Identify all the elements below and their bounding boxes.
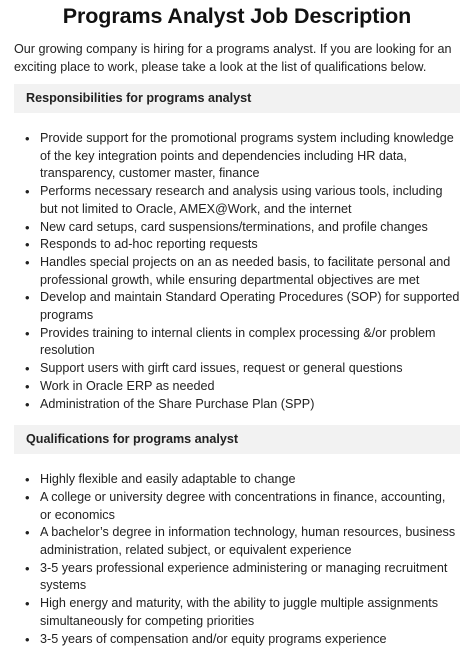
list-item: • Provide support for the promotional programs system including knowledge of the key integration points and dependencies including HR data, transparency, customer master, finance — [14, 130, 460, 183]
list-item: • Develop and maintain Standard Operating Procedures (SOP) for supported programs — [14, 289, 460, 324]
list-item: • Administration of the Share Purchase Plan (SPP) — [14, 396, 460, 414]
responsibilities-section — [14, 84, 460, 413]
list-item: • New card setups, card suspensions/terminations, and profile changes — [14, 219, 460, 237]
list-item: • High energy and maturity, with the ability to juggle multiple assignments simultaneously for competing priorities — [14, 595, 460, 630]
qualifications-section — [14, 425, 460, 648]
responsibilities-heading: Responsibilities for programs analyst — [14, 84, 460, 113]
list-item: • Provides training to internal clients in complex processing &/or problem resolution — [14, 325, 460, 360]
list-item: • A college or university degree with concentrations in finance, accounting, or economics — [14, 489, 460, 524]
list-item: • 3-5 years of compensation and/or equity programs experience — [14, 631, 460, 649]
intro-paragraph: Our growing company is hiring for a programs analyst. If you are looking for an exciting place to work, please take a look at the list of qualifications below. — [14, 42, 452, 74]
qualifications-list — [14, 471, 460, 648]
list-item: • 3-5 years professional experience administering or managing recruitment systems — [14, 560, 460, 595]
list-item: • Work in Oracle ERP as needed — [14, 378, 460, 396]
list-item: • Handles special projects on an as needed basis, to facilitate personal and professional growth, while ensuring departmental objectives are met — [14, 254, 460, 289]
qualifications-heading: Qualifications for programs analyst — [14, 425, 460, 454]
list-item: • A bachelor’s degree in information technology, human resources, business administration, related subject, or equivalent experience — [14, 524, 460, 559]
page-title: Programs Analyst Job Description — [62, 4, 412, 28]
responsibilities-list — [14, 130, 460, 413]
list-item: • Highly flexible and easily adaptable to change — [14, 471, 460, 489]
list-item: • Responds to ad-hoc reporting requests — [14, 236, 460, 254]
list-item: • Support users with girft card issues, request or general questions — [14, 360, 460, 378]
list-item: • Performs necessary research and analysis using various tools, including but not limited to Oracle, AMEX@Work, and the internet — [14, 183, 460, 218]
